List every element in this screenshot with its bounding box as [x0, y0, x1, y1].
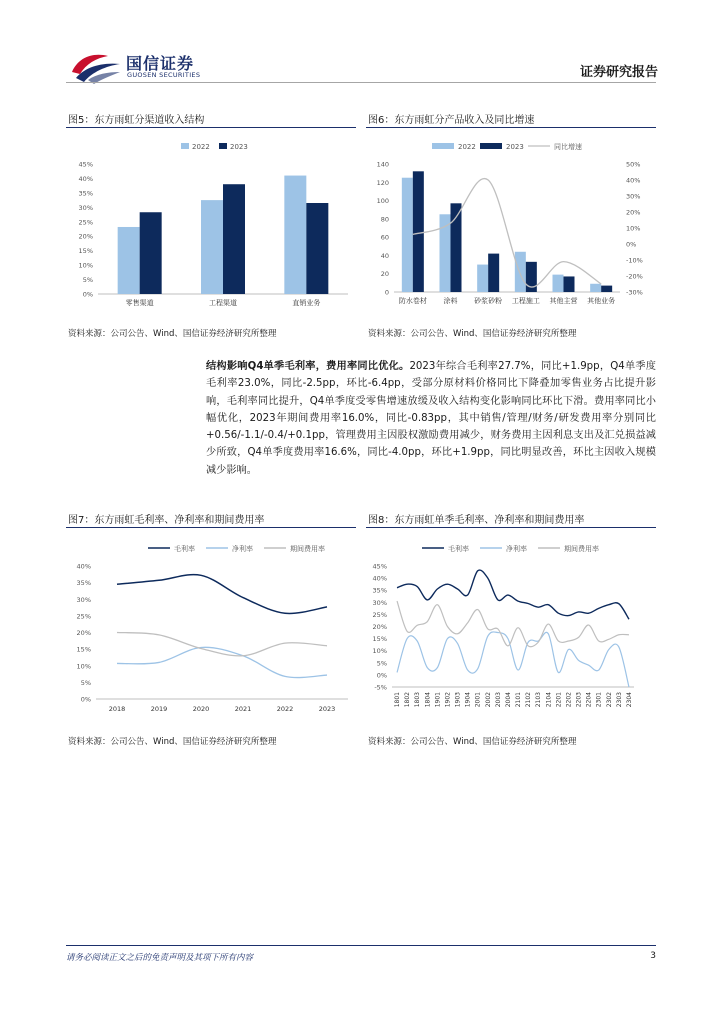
- fig5-bar-2023: [140, 212, 162, 294]
- fig6-x-tick-label: 防水卷材: [398, 297, 427, 305]
- fig8-x-tick-label: 1902: [444, 692, 452, 708]
- fig8-x-tick-label: 1801: [394, 692, 402, 708]
- fig7-y-tick-label: 20%: [76, 629, 91, 637]
- page-header: [0, 0, 724, 86]
- fig7-legend-label-1: 净利率: [232, 545, 253, 553]
- fig7-x-tick-label: 2018: [108, 705, 126, 713]
- fig6-x-tick-label: 砂浆砂粉: [474, 297, 503, 305]
- fig5-y-tick-label: 35%: [78, 189, 93, 198]
- fig7-x-tick-label: 2022: [276, 705, 294, 713]
- fig8-x-tick-label: 2101: [515, 692, 523, 708]
- fig5-y-tick-label: 10%: [78, 261, 93, 270]
- fig5-bar-2023: [223, 184, 245, 294]
- footer-divider: [66, 945, 656, 946]
- fig8-x-tick-label: 1904: [464, 692, 472, 708]
- fig7-y-tick-label: 35%: [76, 579, 91, 588]
- fig5-y-tick-label: 0%: [82, 290, 93, 299]
- fig6-y-tick-label: 140: [376, 160, 389, 169]
- fig8-series-line-2: [397, 601, 629, 647]
- fig8-x-tick-label: 2302: [605, 692, 613, 708]
- fig8-y-tick-label: 45%: [372, 562, 387, 571]
- company-name-en: GUOSEN SECURITIES: [127, 71, 201, 79]
- fig8-x-tick-label: 2002: [484, 692, 492, 708]
- fig5-x-tick-label: 零售渠道: [125, 299, 154, 307]
- fig8-x-tick-label: 2102: [525, 692, 533, 708]
- fig6-x-tick-label: 涂料: [443, 297, 458, 305]
- fig8-title: 图8：东方雨虹单季毛利率、净利率和期间费用率: [368, 515, 585, 526]
- fig8-x-tick-label: 2201: [555, 692, 563, 708]
- fig8-source: 资料来源：公司公告、Wind、国信证券经济研究所整理: [368, 737, 577, 747]
- fig7-title: 图7：东方雨虹毛利率、净利率和期间费用率: [68, 515, 265, 526]
- fig6-bar-2022: [477, 265, 488, 292]
- guosen-logo-icon: [70, 50, 122, 84]
- fig7-series-line-0: [117, 575, 327, 614]
- fig6-legend-label-2023: 2023: [506, 143, 524, 151]
- fig7-y-tick-label: 15%: [76, 645, 91, 654]
- fig7-series-line-2: [117, 633, 327, 656]
- footer-disclaimer: 请务必阅读正文之后的免责声明及其项下所有内容: [66, 953, 254, 963]
- fig6-chart: [366, 134, 656, 314]
- fig8-x-tick-label: 2004: [504, 692, 512, 708]
- fig6-y-tick-label: 20: [380, 270, 389, 279]
- fig6-x-tick-label: 工程施工: [511, 297, 540, 305]
- fig8-x-tick-label: 1901: [434, 692, 442, 708]
- fig8-x-tick-label: 2202: [565, 692, 573, 708]
- fig5-legend-label-2022: 2022: [192, 143, 210, 151]
- fig7-y-tick-label: 5%: [80, 678, 91, 687]
- fig6-y-tick-label: 120: [376, 178, 389, 187]
- fig8-y-tick-label: 25%: [372, 610, 387, 619]
- fig5-bar-2023: [306, 203, 328, 294]
- fig8-chart: [366, 536, 656, 721]
- fig6-title: 图6：东方雨虹分产品收入及同比增速: [368, 115, 535, 126]
- fig8-y-tick-label: 10%: [372, 647, 387, 656]
- fig8-x-tick-label: 2204: [585, 692, 593, 708]
- fig8-x-tick-label: 1803: [414, 692, 422, 708]
- fig6-y2-tick-label: 0%: [626, 240, 637, 249]
- document-type: 证券研究报告: [579, 65, 658, 80]
- fig5-y-tick-label: 5%: [82, 276, 93, 285]
- fig6-legend-swatch-2023: [480, 143, 502, 149]
- fig6-y-tick-label: 60: [380, 233, 389, 242]
- fig8-legend-label-0: 毛利率: [448, 545, 469, 553]
- fig6-y2-tick-label: -30%: [626, 288, 643, 297]
- fig8-y-tick-label: 35%: [372, 586, 387, 595]
- fig5-x-tick-label: 直销业务: [292, 299, 321, 307]
- body-lead: 结构影响Q4单季毛利率，费用率同比优化。: [206, 361, 410, 372]
- fig7-legend-label-0: 毛利率: [174, 545, 195, 553]
- fig6-y2-tick-label: 10%: [626, 224, 641, 233]
- fig7-x-tick-label: 2019: [150, 705, 168, 713]
- fig5-y-tick-label: 30%: [78, 203, 93, 212]
- fig5-bar-2022: [284, 176, 306, 294]
- fig8-x-tick-label: 1903: [454, 692, 462, 708]
- fig6-y2-tick-label: 30%: [626, 192, 641, 201]
- fig8-x-tick-label: 1802: [404, 692, 412, 708]
- page-number: 3: [650, 951, 656, 961]
- fig5-source: 资料来源：公司公告、Wind、国信证券经济研究所整理: [68, 329, 277, 339]
- fig6-bar-2022: [590, 284, 601, 292]
- fig6-y2-tick-label: 50%: [626, 160, 641, 169]
- fig7-x-tick-label: 2020: [192, 705, 210, 713]
- fig6-y-tick-label: 40: [380, 251, 389, 260]
- fig7-y-tick-label: 30%: [76, 595, 91, 604]
- fig7-y-tick-label: 25%: [76, 612, 91, 621]
- fig8-y-tick-label: 15%: [372, 635, 387, 644]
- fig8-title-rule: [366, 527, 656, 528]
- fig8-y-tick-label: 40%: [372, 574, 387, 583]
- fig6-bar-2023: [601, 286, 612, 292]
- fig5-y-tick-label: 45%: [78, 160, 93, 169]
- fig5-y-tick-label: 25%: [78, 218, 93, 227]
- fig7-chart: [66, 536, 356, 721]
- fig6-bar-2023: [564, 276, 575, 292]
- fig8-y-tick-label: -5%: [374, 683, 387, 692]
- fig6-title-rule: [366, 127, 656, 128]
- fig5-legend-swatch-2022: [181, 143, 189, 149]
- header-divider: [66, 82, 656, 83]
- fig6-bar-2023: [488, 254, 499, 292]
- fig5-title: 图5：东方雨虹分渠道收入结构: [68, 115, 205, 126]
- fig8-y-tick-label: 0%: [376, 671, 387, 680]
- fig7-source: 资料来源：公司公告、Wind、国信证券经济研究所整理: [68, 737, 277, 747]
- fig6-bar-2022: [515, 252, 526, 292]
- fig8-x-tick-label: 2103: [535, 692, 543, 708]
- fig8-y-tick-label: 30%: [372, 598, 387, 607]
- fig5-bar-2022: [118, 227, 140, 294]
- fig6-y2-tick-label: 20%: [626, 208, 641, 217]
- fig6-x-tick-label: 其他业务: [587, 297, 616, 305]
- fig6-y-tick-label: 80: [380, 215, 389, 224]
- fig8-y-tick-label: 5%: [376, 659, 387, 668]
- fig6-bar-2022: [553, 275, 564, 292]
- fig8-legend-label-1: 净利率: [506, 545, 527, 553]
- fig7-legend-label-2: 期间费用率: [290, 545, 325, 553]
- fig5-legend-label-2023: 2023: [230, 143, 248, 151]
- fig6-y-tick-label: 0: [384, 288, 389, 297]
- fig6-y2-tick-label: -10%: [626, 256, 643, 265]
- fig6-y2-tick-label: 40%: [626, 176, 641, 185]
- fig5-title-rule: [66, 127, 356, 128]
- fig5-y-tick-label: 40%: [78, 174, 93, 183]
- fig8-x-tick-label: 2104: [545, 692, 553, 708]
- fig5-y-tick-label: 20%: [78, 232, 93, 241]
- fig7-y-tick-label: 10%: [76, 662, 91, 671]
- fig8-y-tick-label: 20%: [372, 623, 387, 631]
- fig8-series-line-1: [397, 632, 629, 687]
- fig6-x-tick-label: 其他主营: [549, 297, 578, 305]
- company-name-cn: 国信证券: [126, 54, 195, 73]
- fig7-x-tick-label: 2023: [318, 705, 336, 713]
- fig8-x-tick-label: 1804: [424, 692, 432, 708]
- fig6-bar-2023: [413, 171, 424, 292]
- fig7-x-tick-label: 2021: [234, 705, 252, 713]
- fig5-chart: [66, 134, 356, 314]
- fig8-legend-label-2: 期间费用率: [564, 545, 599, 553]
- fig5-bar-2022: [201, 200, 223, 294]
- fig6-y2-tick-label: -20%: [626, 272, 643, 281]
- fig5-x-tick-label: 工程渠道: [209, 299, 237, 307]
- fig5-y-tick-label: 15%: [78, 247, 93, 256]
- fig5-legend-swatch-2023: [219, 143, 227, 149]
- body-paragraph: [206, 358, 656, 479]
- fig6-bar-2022: [402, 178, 413, 292]
- fig6-legend-label-line: 同比增速: [554, 143, 582, 151]
- body-text: 2023年综合毛利率27.7%，同比+1.9pp，Q4单季度毛利率23.0%，同比-2.5pp，环比-6.4pp，受部分原材料价格同比下降叠加零售业务占比提升影响，毛利率同比提升，Q4单季度受零售增速放缓及收入结构变化影响同比环比下滑。费用率同比小幅优化，2023年期间费用率16.0%，同比-0.83pp，其中销售/管理/财务/研发费用率分别同比+0.56/-1.1/-0.4/+0.1pp，管理费用主因股权激励费用减少，财务费用主因利息支出及汇兑损益减少所致，Q4单季度费用率16.6%，同比-4.0pp，环比+1.9pp，同比明显改善，环比主因收入规模减少影响。: [206, 361, 656, 476]
- fig7-series-line-1: [117, 647, 327, 677]
- fig7-y-tick-label: 40%: [76, 562, 91, 571]
- fig6-source: 资料来源：公司公告、Wind、国信证券经济研究所整理: [368, 329, 577, 339]
- fig8-x-tick-label: 2203: [575, 692, 583, 708]
- fig7-title-rule: [66, 527, 356, 528]
- fig8-x-tick-label: 2303: [615, 692, 623, 708]
- fig6-legend-swatch-2022: [432, 143, 454, 149]
- fig6-legend-label-2022: 2022: [458, 143, 476, 151]
- fig6-y-tick-label: 100: [376, 197, 389, 206]
- fig7-y-tick-label: 0%: [80, 695, 91, 704]
- fig8-x-tick-label: 2304: [625, 692, 633, 708]
- fig8-x-tick-label: 2001: [474, 692, 482, 708]
- fig8-x-tick-label: 2301: [595, 692, 603, 708]
- fig8-x-tick-label: 2003: [494, 692, 502, 708]
